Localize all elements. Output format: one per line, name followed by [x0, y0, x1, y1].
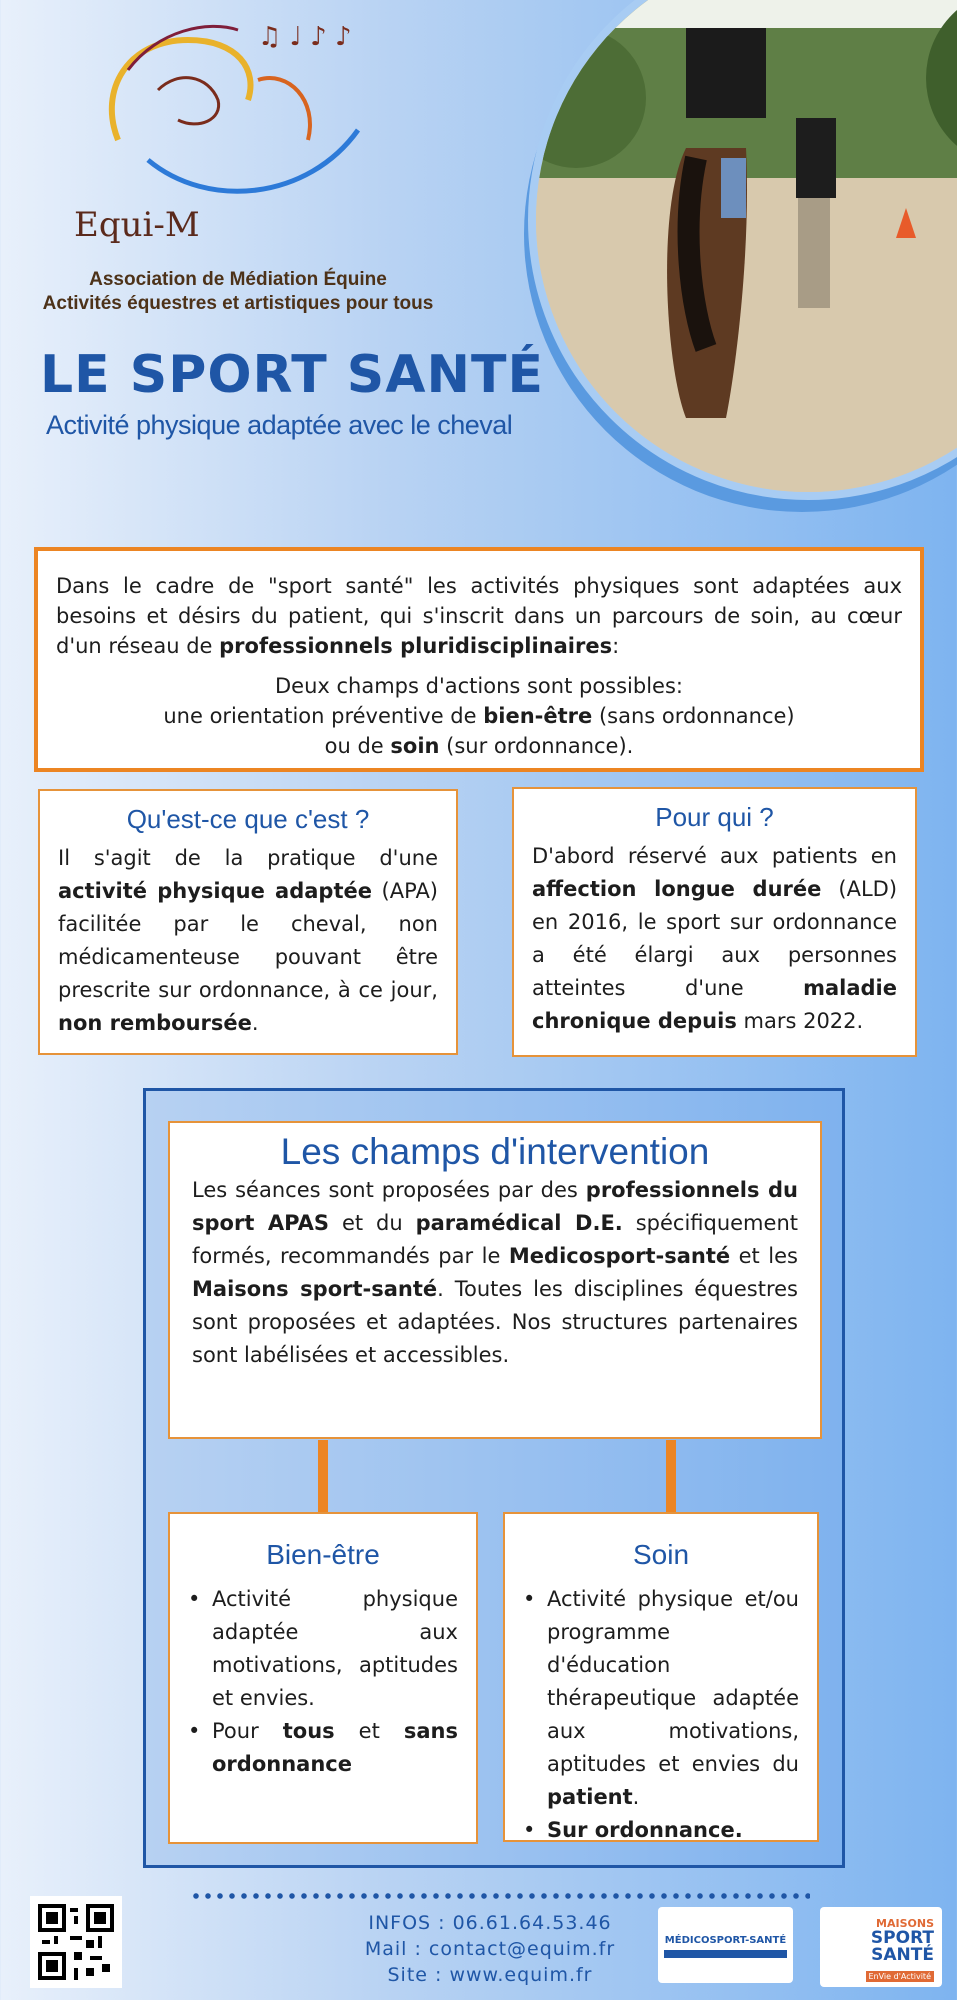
logo-line1: Association de Médiation Équine	[89, 269, 387, 290]
what-is-it-text: Il s'agit de la pratique d'une activité physique adaptée (APA) facilitée par le cheval, non médicamenteuse pouvant être prescrite sur ordonnance, à ce jour, non remboursée.	[58, 846, 438, 1035]
care-card	[503, 1512, 819, 1842]
what-is-it-card	[38, 789, 458, 1055]
svg-text:♫ ♩ ♪ ♪: ♫ ♩ ♪ ♪	[258, 22, 352, 52]
what-is-it-title: Qu'est-ce que c'est ?	[126, 804, 370, 834]
wellbeing-title: Bien-être	[266, 1539, 380, 1570]
intro-paragraph: Dans le cadre de "sport santé" les activités physiques sont adaptées aux besoins et désirs du patient, qui s'inscrit dans un parcours de soin, au cœur d'un réseau de professionnels pluridisciplinaires:	[56, 574, 902, 658]
website-link[interactable]: Site : www.equim.fr	[387, 1964, 593, 1986]
page-subtitle: Activité physique adaptée avec le cheval	[46, 410, 513, 440]
intro-box	[34, 547, 924, 772]
logo	[28, 10, 448, 314]
logo-name: Equi-M	[74, 205, 200, 245]
qr-code-icon[interactable]	[30, 1896, 122, 1988]
list-item: • Activité physique et/ou programme d'éducation thérapeutique adaptée aux motivations, aptitudes et envies du patient.	[523, 1583, 799, 1814]
for-whom-title: Pour qui ?	[655, 802, 774, 832]
list-item: • Sur ordonnance.	[523, 1814, 799, 1847]
medicosport-logo: MÉDICOSPORT-SANTÉ	[658, 1907, 793, 1983]
phone-text[interactable]: INFOS : 06.61.64.53.46	[368, 1912, 612, 1934]
connector-right	[666, 1440, 676, 1512]
list-item: • Activité physique adaptée aux motivations, aptitudes et envies.	[188, 1583, 458, 1715]
for-whom-card	[512, 787, 917, 1057]
intervention-card	[168, 1121, 822, 1439]
care-title: Soin	[632, 1539, 690, 1570]
horse-photo	[528, 0, 957, 500]
connector-left	[318, 1440, 328, 1512]
email-link[interactable]: Mail : contact@equim.fr	[364, 1938, 616, 1960]
intervention-text: Les séances sont proposées par des professionnels du sport APAS et du paramédical D.E. spécifiquement formés, recommandés par le Medicosport-santé et les Maisons sport-santé. Toutes les disciplines équestres sont proposées et adaptées. Nos structures partenaires sont labélisées et accessibles.	[192, 1178, 798, 1367]
list-item: • Pour tous et sans ordonnance	[188, 1715, 458, 1781]
maisons-sport-sante-logo: MAISONS SPORT SANTÉ EnVie d'Activité	[820, 1907, 942, 1987]
horse-logo-icon	[58, 10, 418, 210]
for-whom-text: D'abord réservé aux patients en affection longue durée (ALD) en 2016, le sport sur ordonnance a été élargi aux personnes atteintes d'une maladie chronique depuis mars 2022.	[532, 844, 898, 1033]
intervention-title: Les champs d'intervention	[280, 1131, 710, 1172]
wellbeing-card	[168, 1512, 478, 1844]
contact-info	[300, 1910, 680, 1988]
dotted-divider	[190, 1891, 810, 1901]
logo-tagline	[28, 268, 448, 316]
page-title: LE SPORT SANTÉ	[40, 345, 545, 405]
logo-line2: Activités équestres et artistiques pour tous	[42, 293, 434, 314]
intro-options: Deux champs d'actions sont possibles: une orientation préventive de bien-être (sans ordonnance) ou de soin (sur ordonnance).	[163, 674, 795, 758]
